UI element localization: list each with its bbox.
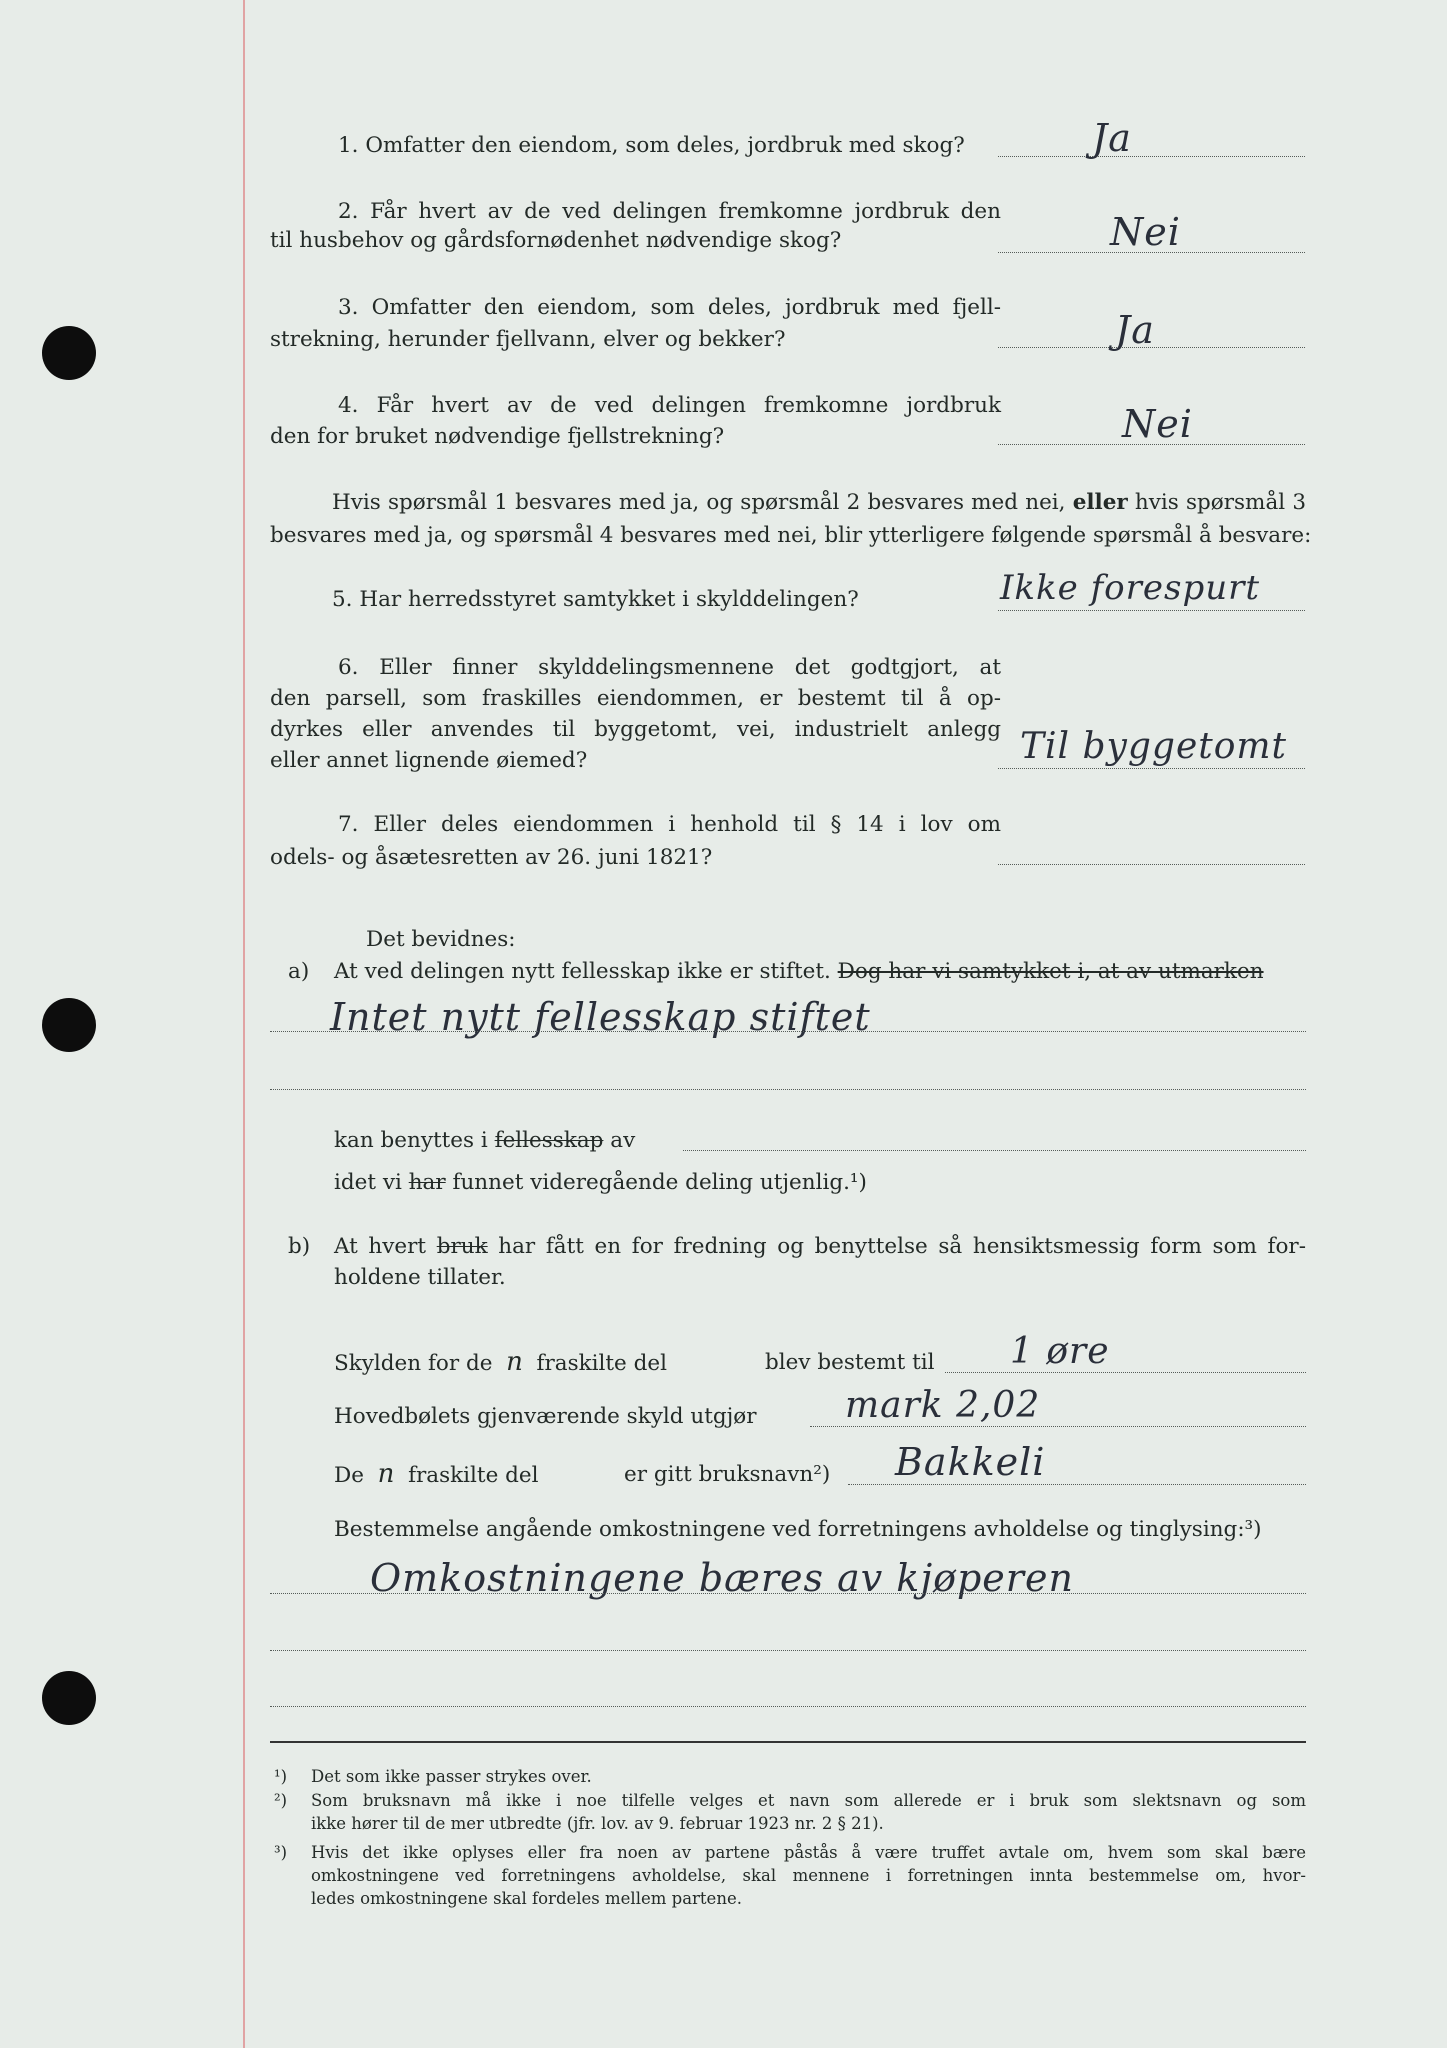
skyld-line-1-dots xyxy=(945,1372,1306,1373)
skyld-line-1: Skylden for de n fraskilte del xyxy=(334,1347,667,1377)
answer-line-6 xyxy=(998,768,1305,769)
question-5-text: 5. Har herredsstyret samtykket i skylddelingen? xyxy=(332,587,859,612)
handwritten-line-1 xyxy=(270,1031,1306,1032)
skyld-line-3-dots xyxy=(848,1484,1306,1485)
footnote-3-line-3: ledes omkostningene skal fordeles mellem partene. xyxy=(311,1889,742,1908)
certify-a-label: a) xyxy=(288,959,310,984)
question-2-line-1: 2. Får hvert av de ved delingen fremkomne jordbruk den xyxy=(338,199,1001,224)
certify-a-text: At ved delingen nytt fellesskap ikke er stiftet. Dog har vi samtykket i, at av utmarken xyxy=(334,959,1264,984)
footnote-2-mark: ²) xyxy=(274,1791,288,1810)
certify-b-line-2: holdene tillater. xyxy=(334,1265,506,1290)
punch-hole xyxy=(42,998,96,1052)
certify-b-label: b) xyxy=(288,1234,311,1259)
answer-4: Nei xyxy=(1122,402,1193,446)
certify-a-handwritten: Intet nytt fellesskap stiftet xyxy=(330,995,871,1039)
footnote-3-line-1: Hvis det ikke oplyses eller fra noen av partene påstås å være truffet avtale om, hvem som skal bære xyxy=(311,1843,1306,1862)
skyld-value-2: mark 2,02 xyxy=(845,1385,1041,1426)
skyld-line-3-end: er gitt bruksnavn²) xyxy=(624,1462,831,1487)
answer-3: Ja xyxy=(1115,308,1155,352)
question-6-line-3: dyrkes eller anvendes til byggetomt, vei, industrielt anlegg xyxy=(270,717,1001,742)
conditional-line-1: Hvis spørsmål 1 besvares med ja, og spørsmål 2 besvares med nei, eller hvis spørsmål 3 xyxy=(332,490,1306,515)
punch-hole xyxy=(42,1671,96,1725)
question-7-line-2: odels- og åsætesretten av 26. juni 1821? xyxy=(270,845,713,870)
footnote-1-mark: ¹) xyxy=(274,1767,288,1786)
answer-6: Til byggetomt xyxy=(1020,726,1288,767)
question-3-line-1: 3. Omfatter den eiendom, som deles, jordbruk med fjell- xyxy=(338,295,1001,320)
question-6-line-1: 6. Eller finner skylddelingsmennene det godtgjort, at xyxy=(338,655,1001,680)
answer-line-1 xyxy=(998,156,1305,157)
answer-1: Ja xyxy=(1092,116,1132,160)
skyld-value-3: Bakkeli xyxy=(895,1440,1046,1484)
skyld-line-2: Hovedbølets gjenværende skyld utgjør xyxy=(334,1404,757,1429)
answer-5: Ikke forespurt xyxy=(1000,568,1261,608)
punch-hole xyxy=(42,326,96,380)
skyld-line-3: De n fraskilte del xyxy=(334,1459,539,1489)
idet-text: idet vi har funnet videregående deling utjenlig.¹) xyxy=(334,1170,867,1195)
footnote-2-line-1: Som bruksnavn må ikke i noe tilfelle velges et navn som allerede er i bruk som slektsnavn og som xyxy=(311,1791,1306,1810)
cost-line-3 xyxy=(270,1706,1306,1707)
question-4-line-2: den for bruket nødvendige fjellstrekning? xyxy=(270,424,725,449)
margin-line xyxy=(243,0,245,2048)
cost-line-2 xyxy=(270,1650,1306,1651)
footnote-2-line-2: ikke hører til de mer utbredte (jfr. lov. av 9. februar 1923 nr. 2 § 21). xyxy=(311,1814,884,1833)
question-7-line-1: 7. Eller deles eiendommen i henhold til § 14 i lov om xyxy=(338,812,1001,837)
skyld-line-4: Bestemmelse angående omkostningene ved forretningens avholdelse og tinglysing:³) xyxy=(334,1517,1262,1542)
skyld-value-1: 1 øre xyxy=(1010,1331,1110,1372)
question-6-line-4: eller annet lignende øiemed? xyxy=(270,748,588,773)
footnote-3-mark: ³) xyxy=(274,1843,288,1862)
footnote-3-line-2: omkostningene ved forretningens avholdelse, skal mennene i forretningen innta bestemmelse om, hvor- xyxy=(311,1866,1306,1885)
footnote-divider xyxy=(270,1741,1306,1743)
handwritten-line-2 xyxy=(270,1089,1306,1090)
question-4-line-1: 4. Får hvert av de ved delingen fremkomne jordbruk xyxy=(338,393,1001,418)
skyld-line-2-dots xyxy=(810,1426,1306,1427)
certify-heading: Det bevidnes: xyxy=(366,927,516,952)
kan-benyttes-line xyxy=(683,1150,1306,1151)
cost-line-1 xyxy=(270,1593,1306,1594)
answer-line-7 xyxy=(998,864,1305,865)
question-6-line-2: den parsell, som fraskilles eiendommen, er bestemt til å op- xyxy=(270,686,1001,711)
skyld-line-1-end: blev bestemt til xyxy=(765,1350,935,1375)
question-1-text: 1. Omfatter den eiendom, som deles, jordbruk med skog? xyxy=(338,133,965,158)
kan-benyttes-text: kan benyttes i fellesskap av xyxy=(334,1128,636,1153)
answer-2: Nei xyxy=(1110,210,1181,254)
footnote-1-text: Det som ikke passer strykes over. xyxy=(311,1767,592,1786)
conditional-line-2: besvares med ja, og spørsmål 4 besvares med nei, blir ytterligere følgende spørsmål å besvare: xyxy=(270,523,1312,548)
question-3-line-2: strekning, herunder fjellvann, elver og bekker? xyxy=(270,327,786,352)
struck-text: Dog har vi samtykket i, at av utmarken xyxy=(837,959,1264,984)
answer-line-5 xyxy=(998,610,1305,611)
skyld-value-4: Omkostningene bæres av kjøperen xyxy=(370,1556,1074,1600)
question-2-line-2: til husbehov og gårdsfornødenhet nødvendige skog? xyxy=(270,228,842,253)
certify-b-line-1: At hvert bruk har fått en for fredning og benyttelse så hensiktsmessig form som for- xyxy=(334,1234,1306,1259)
